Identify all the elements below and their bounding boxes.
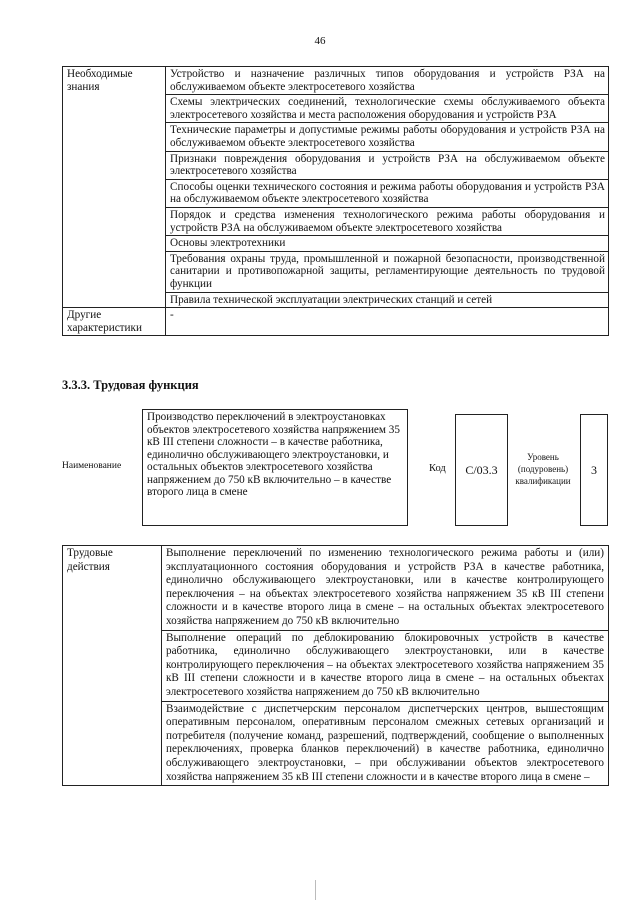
knowledge-item: Способы оценки технического состояния и режима работы оборудования и устройств РЗА на обслуживаемом объекте электросетевого хозяйства bbox=[166, 179, 609, 207]
knowledge-item: Порядок и средства изменения технологического режима работы оборудования и устройств РЗА на обслуживаемом объекте электросетевого хозяйства bbox=[166, 207, 609, 235]
knowledge-item: Требования охраны труда, промышленной и пожарной безопасности, производственной санитарии и противопожарной защиты, регламентирующие деятельность по трудовой функции bbox=[166, 251, 609, 292]
code-value: С/03.3 bbox=[465, 462, 498, 477]
labor-actions-table bbox=[62, 545, 609, 786]
knowledge-item: Признаки повреждения оборудования и устройств РЗА на обслуживаемом объекте электросетевого хозяйства bbox=[166, 151, 609, 179]
qualification-level-label: Уровень (подуровень) квалификации bbox=[515, 452, 571, 486]
name-label: Наименование bbox=[62, 461, 122, 471]
other-characteristics-label: Другие характеристики bbox=[63, 308, 166, 336]
knowledge-table bbox=[62, 66, 609, 336]
code-value-box bbox=[455, 414, 508, 526]
knowledge-item: Устройство и назначение различных типов оборудования и устройств РЗА на обслуживаемом объекте электросетевого хозяйства bbox=[166, 67, 609, 95]
knowledge-item: Основы электротехники bbox=[166, 236, 609, 252]
section-heading: 3.3.3. Трудовая функция bbox=[62, 378, 199, 392]
page-fold-mark bbox=[315, 880, 316, 900]
labor-actions-label: Трудовые действия bbox=[63, 546, 162, 786]
code-label: Код bbox=[429, 463, 446, 474]
knowledge-item: Схемы электрических соединений, технологические схемы обслуживаемого объекта электросетевого хозяйства и места расположения оборудования и устройств РЗА bbox=[166, 95, 609, 123]
knowledge-label: Необходимые знания bbox=[63, 67, 166, 308]
page-number: 46 bbox=[314, 35, 326, 47]
function-name-box: Производство переключений в электроустановках объектов электросетевого хозяйства напряжением 35 кВ III степени сложности – в качестве работника, единолично обслуживающего электроустановки, и остальных объектов электросетевого хозяйства напряжением до 750 кВ включительно – в качестве второго лица в смене bbox=[142, 409, 408, 526]
labor-action-item: Выполнение операций по деблокированию блокировочных устройств в качестве работника, единолично обслуживающего электроустановки, или в качестве контролирующего переключения – на объектах электросетевого хозяйства напряжением 35 кВ III степени сложности и в качестве второго лица в смене – на остальных объектах электросетевого хозяйства напряжением до 750 кВ включительно bbox=[162, 630, 609, 701]
labor-action-item: Взаимодействие с диспетчерским персоналом диспетчерских центров, вышестоящим оперативным персоналом, оперативным персоналом смежных сетевых организаций и потребителя (получение команд, разрешений, подтверждений, сообщение о выполненных переключениях, проверка бланков переключений) в качестве работника, единолично обслуживающего электроустановки, – при обслуживании объектов электросетевого хозяйства напряжением 35 кВ III степени сложности и в качестве второго лица в смене – bbox=[162, 701, 609, 786]
level-value: 3 bbox=[591, 462, 597, 477]
knowledge-item: Правила технической эксплуатации электрических станций и сетей bbox=[166, 292, 609, 308]
knowledge-item: Технические параметры и допустимые режимы работы оборудования и устройств РЗА на обслуживаемом объекте электросетевого хозяйства bbox=[166, 123, 609, 151]
level-value-box bbox=[580, 414, 608, 526]
other-characteristics-value: - bbox=[166, 308, 609, 336]
labor-action-item: Выполнение переключений по изменению технологического режима работы и (или) эксплуатационного состояния оборудования и устройств РЗА в качестве работника, единолично обслуживающего электроустановки, или в качестве контролирующего переключения – на объектах электросетевого хозяйства напряжением 35 кВ III степени сложности и в качестве второго лица в смене – на остальных объектах электросетевого хозяйства напряжением до 750 кВ включительно bbox=[162, 546, 609, 631]
